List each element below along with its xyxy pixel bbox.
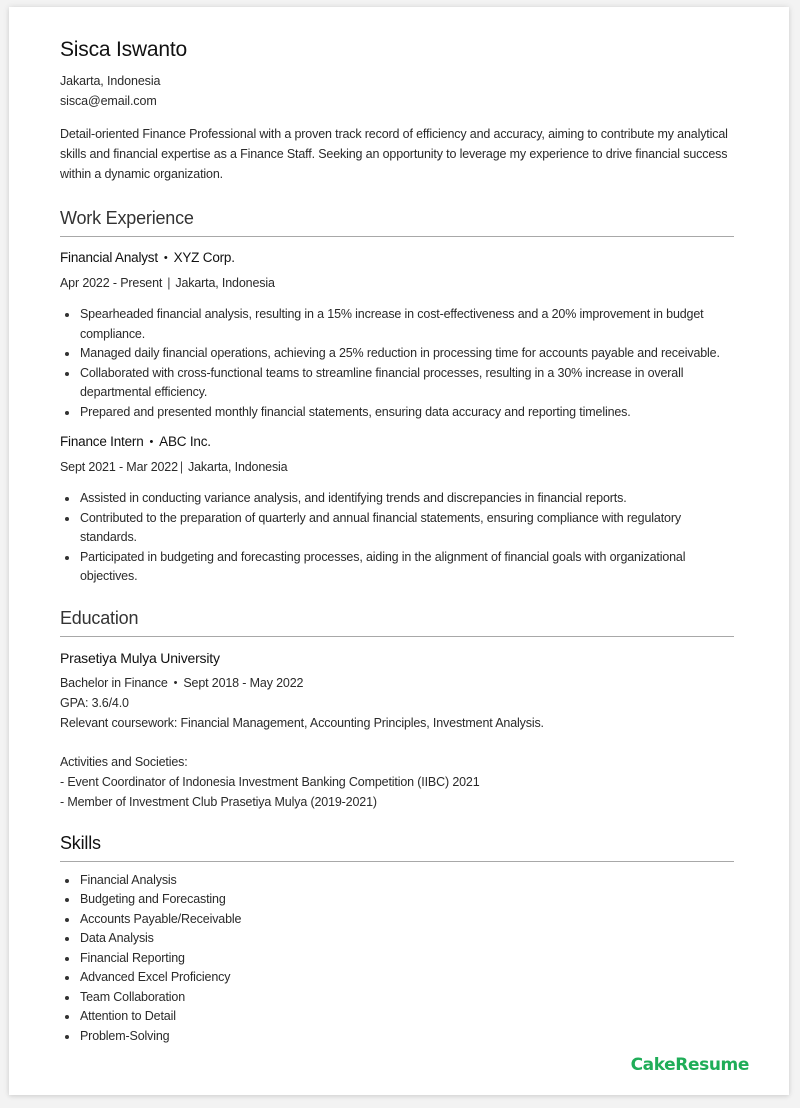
section-title-skills: Skills — [60, 832, 101, 853]
job-bullets — [60, 305, 734, 422]
gpa-text: GPA: 3.6/4.0 — [60, 695, 129, 710]
job-meta — [60, 457, 734, 477]
skill-item — [80, 968, 734, 988]
bullet-item — [80, 489, 734, 509]
bullet-icon — [65, 352, 69, 356]
skill-text: Financial Reporting — [80, 950, 185, 965]
bullet-item — [80, 403, 734, 423]
bullet-icon — [65, 996, 69, 1000]
bullet-icon — [65, 898, 69, 902]
cakeresume-logo: CakeResume — [630, 1055, 749, 1075]
skill-item — [80, 871, 734, 891]
job-entry — [60, 432, 734, 587]
section-divider — [60, 636, 734, 637]
bullet-text: Assisted in conducting variance analysis, and identifying trends and discrepancies in financial reports. — [80, 491, 627, 505]
bullet-item — [80, 548, 734, 587]
skill-text: Accounts Payable/Receivable — [80, 911, 242, 926]
school-name: Prasetiya Mulya University — [60, 649, 220, 666]
education-section — [60, 605, 734, 812]
candidate-name: Sisca Iswanto — [60, 38, 187, 61]
bullet-icon — [65, 411, 69, 415]
bullet-text: Spearheaded financial analysis, resulting in a 15% increase in cost-effectiveness and a 20% improvement in budget compliance. — [80, 307, 704, 341]
skill-text: Advanced Excel Proficiency — [80, 970, 231, 984]
skill-item — [80, 988, 734, 1008]
skill-text: Data Analysis — [80, 931, 154, 945]
bullet-icon — [65, 976, 69, 980]
activity-item: - Event Coordinator of Indonesia Investment Banking Competition (IIBC) 2021 — [60, 774, 480, 789]
degree-line — [60, 673, 734, 693]
job-entry — [60, 248, 734, 422]
pipe-separator: | — [167, 276, 171, 290]
degree-text: Bachelor in Finance — [60, 675, 168, 690]
job-bullets — [60, 489, 734, 587]
bullet-icon — [65, 313, 69, 317]
section-title-work-experience: Work Experience — [60, 208, 194, 228]
section-divider — [60, 861, 734, 862]
bullet-icon — [65, 1015, 69, 1019]
bullet-icon — [65, 937, 69, 941]
coursework-text: Relevant coursework: Financial Management, Accounting Principles, Investment Analysis. — [60, 715, 544, 730]
job-heading — [60, 432, 734, 452]
job-company: XYZ Corp. — [173, 250, 235, 265]
activity-item: - Member of Investment Club Prasetiya Mulya (2019-2021) — [60, 794, 377, 809]
dot-separator: • — [149, 436, 154, 448]
bullet-icon — [65, 517, 69, 521]
email-text: sisca@email.com — [60, 94, 157, 108]
bullet-text: Participated in budgeting and forecasting processes, aiding in the alignment of financial goals with organizational objectives. — [80, 549, 686, 583]
bullet-item — [80, 364, 734, 403]
section-divider — [60, 236, 734, 237]
bullet-text: Contributed to the preparation of quarterly and annual financial statements, ensuring compliance with regulatory standards. — [80, 510, 681, 544]
job-location: Jakarta, Indonesia — [188, 460, 288, 474]
skill-item — [80, 949, 734, 969]
bullet-icon — [65, 556, 69, 560]
job-role: Finance Intern — [60, 434, 144, 449]
job-location: Jakarta, Indonesia — [175, 276, 275, 290]
bullet-icon — [65, 497, 69, 501]
bullet-icon — [65, 372, 69, 376]
job-dates: Sept 2021 - Mar 2022 — [60, 460, 178, 474]
resume-content — [60, 35, 734, 1046]
degree-dates: Sept 2018 - May 2022 — [183, 675, 304, 690]
skill-item — [80, 1027, 734, 1047]
bullet-text: Managed daily financial operations, achieving a 25% reduction in processing time for accounts payable and receivable. — [80, 346, 720, 360]
skill-text: Budgeting and Forecasting — [80, 892, 226, 906]
bullet-item — [80, 344, 734, 364]
bullet-icon — [65, 918, 69, 922]
activities-label: Activities and Societies: — [60, 754, 188, 769]
bullet-item — [80, 509, 734, 548]
job-dates: Apr 2022 - Present — [60, 276, 163, 290]
profile-summary: Detail-oriented Finance Professional with a proven track record of efficiency and accuracy, aiming to contribute my analytical skills and financial expertise as a Finance Staff. Seeking an opportunity to leverage my experience to drive financial success within a dynamic organization. — [60, 127, 728, 181]
bullet-icon — [65, 1035, 69, 1039]
skill-item — [80, 1007, 734, 1027]
section-title-education: Education — [60, 607, 139, 628]
skill-text: Attention to Detail — [80, 1009, 176, 1023]
dot-separator: • — [163, 252, 168, 264]
skill-text: Team Collaboration — [80, 989, 185, 1004]
resume-page — [9, 7, 789, 1095]
dot-separator: • — [173, 676, 178, 689]
work-experience-section — [60, 205, 734, 587]
job-meta — [60, 273, 734, 293]
job-company: ABC Inc. — [159, 434, 211, 449]
skill-item — [80, 890, 734, 910]
resume-header — [60, 35, 734, 111]
pipe-separator: | — [179, 460, 184, 474]
skills-section — [60, 830, 734, 1047]
skills-list — [60, 871, 734, 1047]
bullet-icon — [65, 879, 69, 883]
job-heading — [60, 248, 734, 268]
location-text: Jakarta, Indonesia — [60, 74, 161, 88]
skill-item — [80, 929, 734, 949]
skill-item — [80, 910, 734, 930]
job-role: Financial Analyst — [60, 250, 158, 265]
skill-text: Financial Analysis — [80, 872, 177, 887]
spacer — [60, 733, 734, 752]
bullet-item — [80, 305, 734, 344]
skill-text: Problem-Solving — [80, 1028, 170, 1043]
bullet-text: Collaborated with cross-functional teams to streamline financial processes, resulting in a 30% increase in overall departmental efficiency. — [80, 365, 684, 399]
contact-info — [60, 71, 734, 111]
bullet-text: Prepared and presented monthly financial statements, ensuring data accuracy and reporting timelines. — [80, 404, 631, 419]
bullet-icon — [65, 957, 69, 961]
